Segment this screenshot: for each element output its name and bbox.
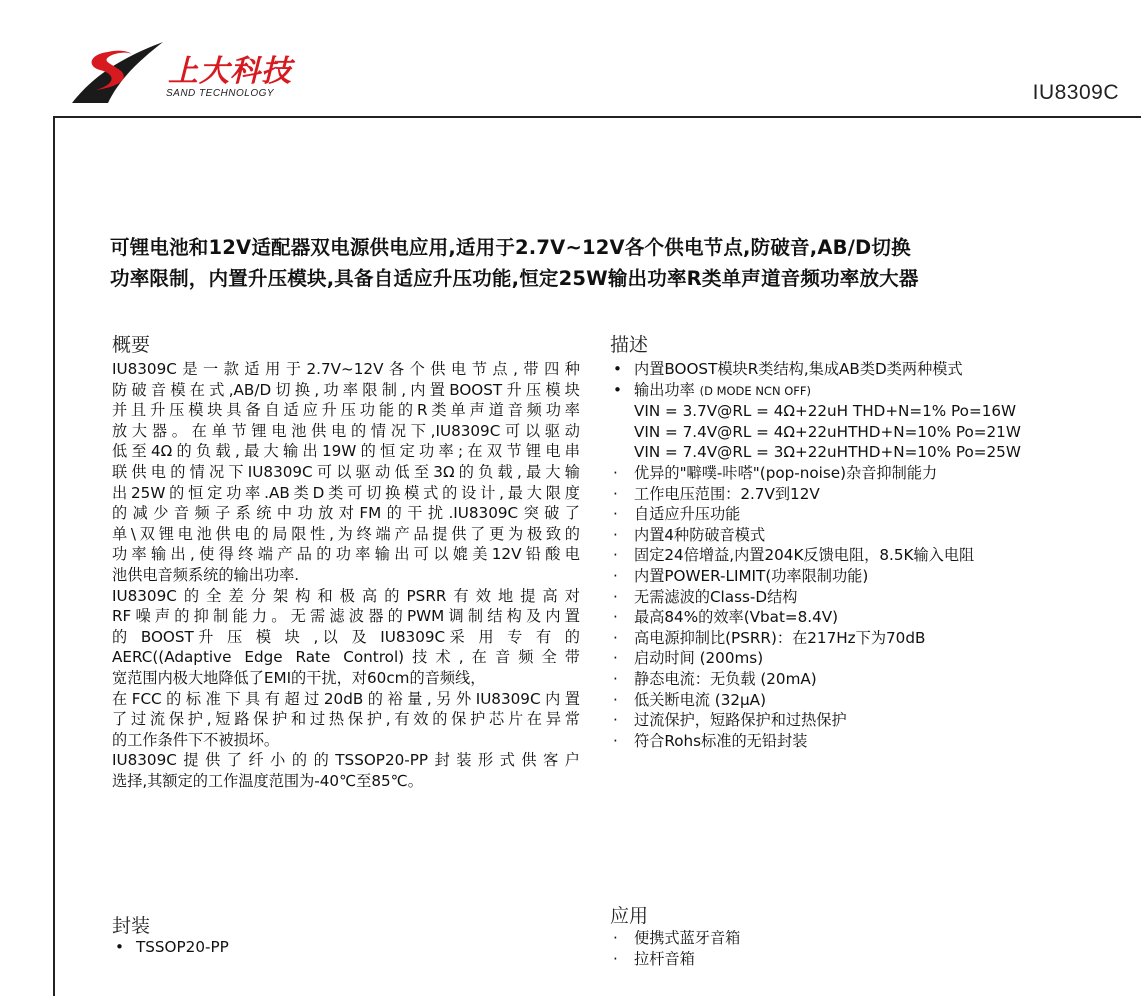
- output-power-note: (D MODE NCN OFF): [699, 383, 811, 398]
- overview-line: AERC((Adaptive Edge Rate Control)技术,在音频全带: [112, 648, 580, 667]
- page-header: [0, 0, 1141, 116]
- feature-item: · 内置4种防破音模式: [613, 525, 766, 544]
- feature-item: · 工作电压范围：2.7V到12V: [613, 484, 820, 503]
- overview-line: 池供电音频系统的输出功率.: [112, 565, 300, 584]
- bullet-dot-icon: ·: [613, 690, 618, 709]
- feature-item: · 无需滤波的Class-D结构: [613, 587, 798, 606]
- vin-spec-line: VIN = 7.4V@RL = 3Ω+22uHTHD+N=10% Po=25W: [634, 443, 1021, 462]
- bullet-dot-icon: •: [115, 938, 124, 956]
- feature-item: · 优异的"噼噗-咔嗒"(pop-noise)杂音抑制能力: [613, 463, 938, 482]
- logo-english-name: SAND TECHNOLOGY: [166, 88, 275, 99]
- feature-item: · 高电源抑制比(PSRR)：在217Hz下为70dB: [613, 628, 926, 647]
- logo-chinese-name: 上大科技: [168, 54, 292, 89]
- feature-item: · 自适应升压功能: [613, 505, 741, 524]
- bullet-dot-icon: ·: [613, 949, 618, 968]
- bullet-dot-icon: ·: [613, 649, 618, 668]
- feature-item: · 内置POWER-LIMIT(功率限制功能): [613, 566, 869, 585]
- overview-line: 了过流保护,短路保护和过热保护,有效的保护芯片在异常: [112, 710, 580, 729]
- applications-list: [610, 928, 1010, 969]
- package-heading: 封装: [112, 915, 151, 937]
- vin-spec-line: VIN = 7.4V@RL = 4Ω+22uHTHD+N=10% Po=21W: [634, 422, 1021, 441]
- feature-item: · 过流保护，短路保护和过热保护: [613, 711, 847, 730]
- feature-item: · 启动时间 (200ms): [613, 649, 764, 668]
- bullet-dot-icon: ·: [613, 546, 618, 565]
- overview-line: 联供电的情况下IU8309C可以驱动低至3Ω的负载,最大输: [112, 462, 580, 481]
- feature-item: • 内置BOOST模块R类结构,集成AB类D类两种模式: [613, 360, 963, 378]
- vin-spec-line: VIN = 3.7V@RL = 4Ω+22uH THD+N=1% Po=16W: [634, 402, 1017, 421]
- bullet-dot-icon: ·: [613, 463, 618, 482]
- overview-line: 的 BOOST升 压 模 块 ,以 及 IU8309C采 用 专 有 的: [112, 627, 580, 646]
- feature-item: · 低关断电流 (32μA): [613, 690, 766, 709]
- bullet-dot-icon: ·: [613, 929, 618, 947]
- bullet-dot-icon: •: [613, 360, 622, 378]
- overview-line: 单\双锂电池供电的局限性,为终端产品提供了更为极致的: [112, 524, 580, 543]
- bullet-dot-icon: ·: [613, 505, 618, 524]
- application-item: · 便携式蓝牙音箱: [613, 929, 741, 947]
- description-heading: 描述: [610, 334, 649, 356]
- overview-heading: 概要: [112, 334, 151, 356]
- overview-line: 功率输出,使得终端产品的功率输出可以媲美12V铅酸电: [112, 545, 580, 564]
- part-number: IU8309C: [1032, 81, 1119, 104]
- overview-line: 并且升压模块具备自适应升压功能的R类单声道音频功率: [112, 401, 580, 420]
- bullet-dot-icon: ·: [613, 608, 618, 627]
- overview-line: 的工作条件下不被损坏。: [112, 730, 280, 749]
- overview-line: RF噪声的抑制能力。无需滤波器的PWM调制结构及内置: [112, 607, 580, 626]
- feature-item: • 输出功率 (D MODE NCN OFF): [613, 380, 811, 399]
- bullet-dot-icon: ·: [613, 628, 618, 647]
- bullet-dot-icon: ·: [613, 525, 618, 544]
- overview-line: IU8309C的全差分架构和极高的PSRR有效地提高对: [112, 586, 580, 605]
- overview-line: 放大器。在单节锂电池供电的情况下,IU8309C可以驱动: [112, 421, 580, 440]
- document-title-line2: 功率限制，内置升压模块,具备自适应升压功能,恒定25W输出功率R类单声道音频功率放大器: [110, 267, 919, 290]
- overview-line: IU8309C是一款适用于2.7V~12V各个供电节点,带四种: [112, 360, 580, 378]
- overview-line: 低至4Ω的负载,最大输出19W的恒定功率;在双节锂电串: [112, 442, 580, 461]
- bullet-dot-icon: ·: [613, 711, 618, 730]
- document-title-line1: 可锂电池和12V适配器双电源供电应用,适用于2.7V~12V各个供电节点,防破音,AB/D切换: [110, 236, 911, 259]
- feature-item: · 固定24倍增益,内置204K反馈电阻，8.5K输入电阻: [613, 546, 975, 565]
- overview-line: 选择,其额定的工作温度范围为-40℃至85℃。: [112, 771, 423, 790]
- applications-heading: 应用: [610, 905, 649, 927]
- feature-item: · 最高84%的效率(Vbat=8.4V): [613, 608, 839, 627]
- application-item: · 拉杆音箱: [613, 949, 695, 968]
- bullet-dot-icon: ·: [613, 669, 618, 688]
- overview-line: 的减少音频子系统中功放对FM的干扰.IU8309C突破了: [112, 504, 580, 523]
- bullet-dot-icon: ·: [613, 484, 618, 503]
- package-list: [112, 937, 512, 958]
- bullet-dot-icon: ·: [613, 731, 618, 750]
- overview-line: 宽范围内极大地降低了EMI的干扰，对60cm的音频线，: [112, 668, 486, 687]
- package-item: • TSSOP20-PP: [115, 938, 229, 956]
- feature-item: · 符合Rohs标准的无铅封装: [613, 731, 808, 750]
- overview-line: IU8309C提供了纤小的的TSSOP20-PP封装形式供客户: [112, 751, 580, 770]
- bullet-dot-icon: ·: [613, 566, 618, 585]
- overview-line: 出25W的恒定功率.AB类D类可切换模式的设计,最大限度: [112, 483, 580, 502]
- bullet-dot-icon: •: [613, 380, 622, 399]
- overview-line: 防破音模在式,AB/D切换,功率限制,内置BOOST升压模块: [112, 380, 580, 399]
- feature-item: · 静态电流：无负载 (20mA): [613, 669, 817, 688]
- description-list: [610, 359, 1110, 751]
- overview-line: 在FCC的标准下具有超过20dB的裕量,另外IU8309C内置: [112, 689, 580, 708]
- overview-body: [112, 359, 580, 791]
- company-logo-icon: [70, 40, 165, 105]
- bullet-dot-icon: ·: [613, 587, 618, 606]
